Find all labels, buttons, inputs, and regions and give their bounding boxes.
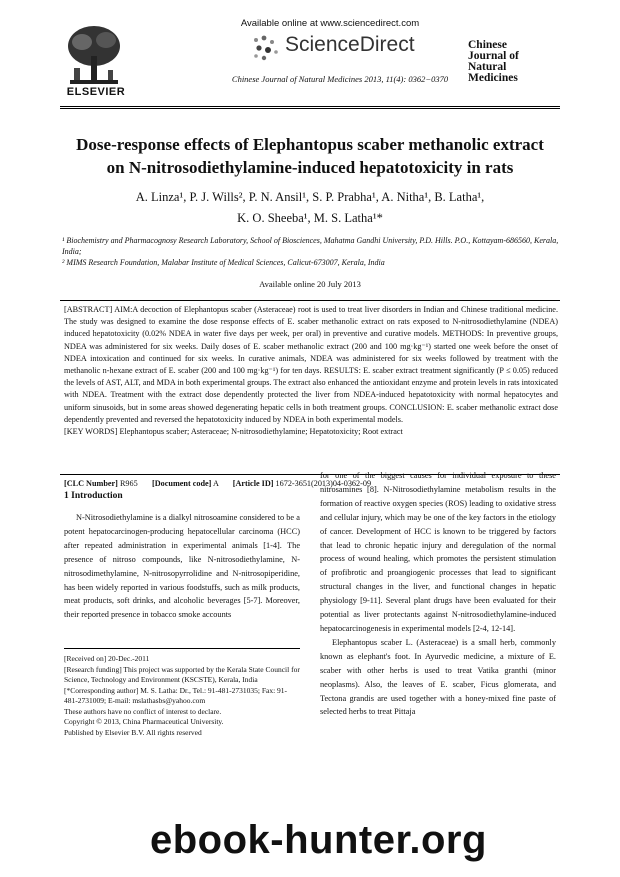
left-column <box>64 511 300 622</box>
sciencedirect-wordmark: ScienceDirect <box>285 33 415 56</box>
footnote-corresponding-author: [*Corresponding author] M. S. Latha: Dr., Tel.: 91-481-2731035; Fax: 91-481-2731009; E-mail: mslathasbs@yahoo.com <box>64 685 288 705</box>
footnote-divider <box>64 648 300 649</box>
footnote-conflict: These authors have no conflict of interest to declare. <box>64 706 222 716</box>
journal-name-line: Journal of <box>468 50 519 62</box>
author-list <box>90 187 530 229</box>
available-online-text: Available online at www.sciencedirect.com <box>240 18 420 29</box>
affiliations <box>62 235 562 268</box>
footnote-published-by: Published by Elsevier B.V. All rights reserved <box>64 727 202 737</box>
journal-citation: Chinese Journal of Natural Medicines 2013, 11(4): 0362−0370 <box>231 74 449 84</box>
sciencedirect-dots-icon <box>250 34 280 64</box>
footnote-copyright: Copyright © 2013, China Pharmaceutical University. <box>64 717 224 726</box>
article-id-label: [Article ID] <box>232 479 274 488</box>
abstract-top-rule <box>60 300 560 301</box>
article-title <box>60 133 560 179</box>
document-code-label: [Document code] <box>152 479 212 488</box>
article-id-value: 1672-3651(2013)04-0362-09 <box>275 479 372 488</box>
clc-label: [CLC Number] <box>64 479 118 488</box>
intro-paragraph-2: Elephantopus scaber L. (Asteraceae) is a small herb, commonly known as elephant's foot. In Ayurvedic medicine, a mixture of E. scaber with other herbs is used to treat Vatika granthi (minor neoplasms). Also, the leaves of E. scaber, Ficus glomerata, and Tectona grandis are used together with a honey-mixed fine paste of selected herbs to treat Pittaja <box>320 637 556 717</box>
journal-name-line: Chinese <box>468 39 507 51</box>
clc-value: R965 <box>119 479 138 488</box>
abstract-block <box>64 304 558 438</box>
authors-line-2: K. O. Sheeba¹, M. S. Latha¹* <box>237 211 383 225</box>
right-column <box>320 469 556 719</box>
journal-name-line: Natural <box>468 61 507 73</box>
journal-name-line: Medicines <box>468 72 518 84</box>
header-divider <box>60 108 560 109</box>
journal-name-block <box>468 40 519 84</box>
intro-paragraph-1: N-Nitrosodiethylamine is a dialkyl nitrosoamine considered to be a potent hepatocarcinogen-producing hepatocellular carcinoma (HCC) after repeated administration in experimental animals [1-4]. The presence of nitroso compounds, like N-nitrosodiethylamine, N-nitrosodimethylamine, N-nitrosopyrrolidine and N-nitrosopiperidine, has been widely reported in various foodstuffs, such as milk products, meat products, soft drinks, and alcoholic beverages [5-7]. Moreover, their reported presence in tobacco smoke accounts <box>64 513 300 620</box>
watermark-text: ebook-hunter.org <box>150 818 487 862</box>
affiliation-1: ¹ Biochemistry and Pharmacognosy Research Laboratory, School of Biosciences, Mahatma Gandhi University, P.D. Hills. P.O., Kottayam-686560, Kerala, India; <box>62 236 559 256</box>
header-divider <box>60 106 560 107</box>
footnote-funding: [Research funding] This project was supported by the Kerala State Council for Science, Technology and Environment (KSCSTE), Kerala, India <box>64 664 300 684</box>
footnotes <box>64 654 300 738</box>
abstract-text: [ABSTRACT] AIM:A decoction of Elephantopus scaber (Asteraceae) root is used to treat liver disorders in Indian and Chinese traditional medicine. The study was designed to examine the dose response effects of E. scaber methanolic extract on rats exposed to N-nitrosodiethylamine (NDEA) induced hepatotoxicity (0.02% NDEA in water five days per week, per oral) in preventive and curative models. METHODS: In preventive groups, NDEA was administered for six weeks. Daily doses of E. scaber methanolic extract (200 and 100 mg·kg⁻¹) started one week before the onset of NDEA intoxication and continued for six weeks. In curative animals, NDEA was administered for six weeks followed by treatment with the methanolic n-hexane extract of E. scaber (200 and 100 mg·kg⁻¹) for ten days. RESULTS: E. scaber extract treatment significantly (P ≤ 0.05) reduced the levels of AST, ALT, and MDA in both experimental groups. The extract also enhanced the antioxidant enzyme and protein levels in rats intoxicated with NDEA. Treatment with the extract dose dependently protected the liver from NDEA-induced hepatotoxicity with normal hepatocytes and uniform sinusoids, but in some areas showed degenerating hepatic cells in both treatment groups. CONCLUSION: E. scaber methanolic extract dose dependently prevented and reversed the hepatotoxicity induced by NDEA in both experimental models. <box>64 305 558 424</box>
affiliation-2: ² MIMS Research Foundation, Malabar Institute of Medical Sciences, Calicut-673007, Kerala, India <box>62 258 385 267</box>
authors-line-1: A. Linza¹, P. J. Wills², P. N. Ansil¹, S. P. Prabha¹, A. Nitha¹, B. Latha¹, <box>135 190 485 204</box>
available-online-date: Available online 20 July 2013 <box>259 279 361 289</box>
intro-paragraph-1-continued: for one of the biggest causes for individual exposure to these nitrosamines [8]. N-Nitrosodiethylamine metabolism results in the formation of reactive oxygen species (ROS) leading to oxidative stress and cellular injury, which may be one of the key factors in the etiology of cancer. Development of HCC is known to be triggered by factors that lead to chronic hepatic injury and deregulation of the normal process of wound healing, which promotes the persistent stimulation of profibrotic and proangiogenic processes that lead to significant structural changes in the liver, and functional changes in hepatic physiology [9-11]. Several plant drugs have been evaluated for their potential as liver protectants against N-nitrosodiethylamine-induced hepatocarcinogenesis in experimental models [2-4, 12-14]. <box>320 471 556 633</box>
title-line-2: on N-nitrosodiethylamine-induced hepatotoxicity in rats <box>106 158 514 177</box>
publisher-name: ELSEVIER <box>66 86 126 98</box>
document-code-value: A <box>212 479 219 488</box>
keywords: [KEY WORDS] Elephantopus scaber; Asteraceae; N-nitrosodiethylamine; Hepatotoxicity; Root extract <box>64 427 403 437</box>
section-heading-introduction: 1 Introduction <box>64 491 123 501</box>
title-line-1: Dose-response effects of Elephantopus scaber methanolic extract <box>76 135 544 154</box>
footnote-received: [Received on] 20-Dec.-2011 <box>64 654 150 663</box>
